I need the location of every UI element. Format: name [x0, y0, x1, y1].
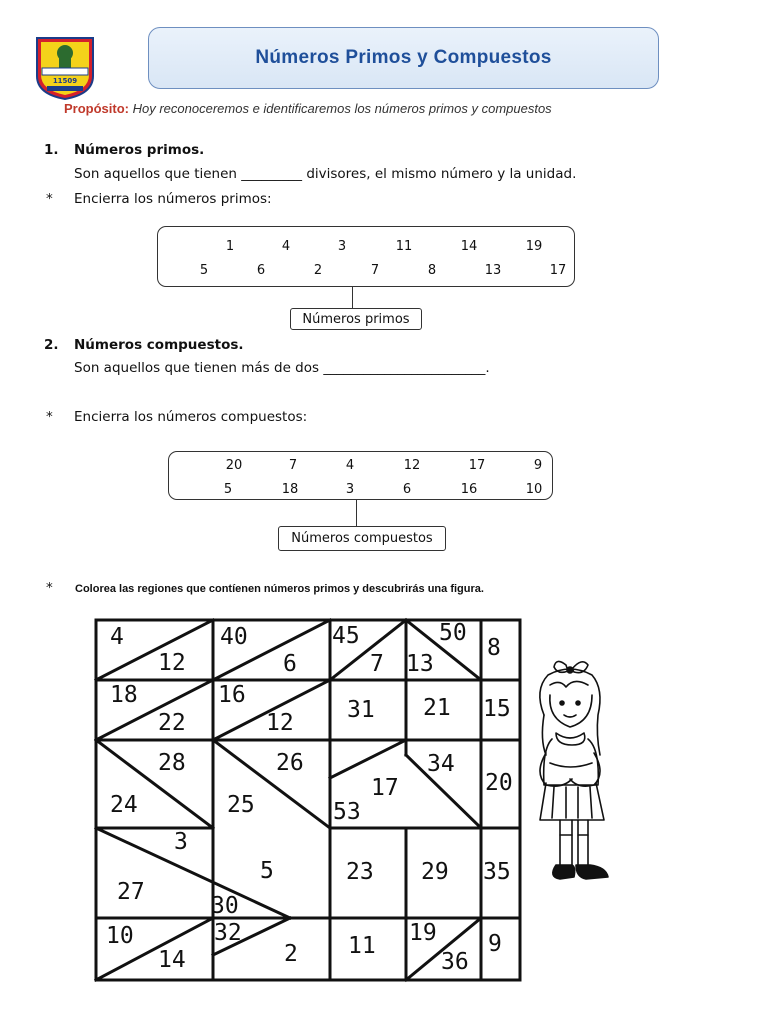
- section1-def-before: Son aquellos que tienen: [74, 166, 237, 182]
- composites-row2-num: 18: [281, 482, 299, 497]
- grid-number: 14: [158, 947, 186, 973]
- primes-row1-num: 11: [395, 239, 413, 254]
- grid-number: 21: [423, 695, 451, 721]
- section1-heading: Números primos.: [74, 142, 205, 158]
- grid-number: 29: [421, 859, 449, 885]
- composites-row1-num: 7: [288, 458, 298, 473]
- section1-bullet: *: [46, 191, 53, 207]
- composites-row2-num: 3: [345, 482, 355, 497]
- composites-row1-num: 17: [468, 458, 486, 473]
- composites-row1-num: 4: [345, 458, 355, 473]
- grid-number: 16: [218, 682, 246, 708]
- primes-row2-num: 5: [199, 263, 209, 278]
- composites-row2-num: 6: [402, 482, 412, 497]
- composites-row2-num: 16: [460, 482, 478, 497]
- grid-number: 25: [227, 792, 255, 818]
- primes-row2-num: 2: [313, 263, 323, 278]
- section1-def-after: divisores, el mismo número y la unidad.: [306, 166, 577, 182]
- purpose-text: Hoy reconoceremos e identificaremos los números primos y compuestos: [132, 101, 552, 116]
- grid-number: 3: [174, 829, 188, 855]
- grid-number: 53: [333, 799, 361, 825]
- primes-row2-num: 6: [256, 263, 266, 278]
- grid-number: 4: [110, 624, 124, 650]
- composites-row1-num: 20: [225, 458, 243, 473]
- grid-number: 31: [347, 697, 375, 723]
- grid-number: 10: [106, 923, 134, 949]
- grid-number: 7: [370, 651, 384, 677]
- grid-number: 22: [158, 710, 186, 736]
- grid-diagonal: [330, 740, 406, 778]
- grid-number: 13: [406, 651, 434, 677]
- primes-row1-num: 19: [525, 239, 543, 254]
- section2-def-text: Son aquellos que tienen más de dos: [74, 360, 320, 376]
- primes-row1-num: 14: [460, 239, 478, 254]
- grid-number: 23: [346, 859, 374, 885]
- section3-instruction: Colorea las regiones que contíenen números primos y descubrirás una figura.: [75, 583, 484, 595]
- girl-illustration: [526, 655, 626, 895]
- grid-number: 5: [260, 858, 274, 884]
- grid-number: 9: [488, 931, 502, 957]
- page-title: Números Primos y Compuestos: [255, 47, 552, 68]
- grid-number: 19: [409, 920, 437, 946]
- composites-row2-num: 10: [525, 482, 543, 497]
- primes-row2-num: 13: [484, 263, 502, 278]
- grid-number: 8: [487, 635, 501, 661]
- grid-number: 15: [483, 696, 511, 722]
- section2-bullet: *: [46, 409, 53, 425]
- grid-number: 30: [211, 893, 239, 919]
- grid-number: 26: [276, 750, 304, 776]
- primes-row2-num: 8: [427, 263, 437, 278]
- grid-number: 12: [158, 650, 186, 676]
- section2-number: 2.: [44, 337, 59, 353]
- composites-row1-num: 12: [403, 458, 421, 473]
- grid-number: 34: [427, 751, 455, 777]
- grid-number: 20: [485, 770, 513, 796]
- grid-number: 35: [483, 859, 511, 885]
- grid-number: 24: [110, 792, 138, 818]
- logo-number: 11509: [52, 77, 78, 85]
- section2-heading: Números compuestos.: [74, 337, 244, 353]
- grid-number: 12: [266, 710, 294, 736]
- section2-blank: ________________________.: [323, 360, 490, 376]
- grid-number: 11: [348, 933, 376, 959]
- grid-number: 6: [283, 651, 297, 677]
- grid-number: 28: [158, 750, 186, 776]
- purpose-label: Propósito:: [64, 101, 129, 116]
- composites-label-box: Números compuestos: [278, 526, 446, 551]
- grid-number: 36: [441, 949, 469, 975]
- section1-blank: _________: [241, 166, 303, 182]
- primes-row1-num: 1: [225, 239, 235, 254]
- primes-row1-num: 4: [281, 239, 291, 254]
- grid-number: 2: [284, 941, 298, 967]
- grid-number: 18: [110, 682, 138, 708]
- section1-number: 1.: [44, 142, 59, 158]
- primes-row1-num: 3: [337, 239, 347, 254]
- composites-row1-num: 9: [533, 458, 543, 473]
- grid-number: 17: [371, 775, 399, 801]
- grid-number: 40: [220, 624, 248, 650]
- section3-bullet: *: [46, 580, 53, 596]
- primes-row2-num: 17: [549, 263, 567, 278]
- section1-instruction: Encierra los números primos:: [74, 191, 272, 207]
- grid-number: 32: [214, 920, 242, 946]
- composites-row2-num: 5: [223, 482, 233, 497]
- grid-number: 50: [439, 620, 467, 646]
- section2-instruction: Encierra los números compuestos:: [74, 409, 308, 425]
- grid-number: 27: [117, 879, 145, 905]
- primes-row2-num: 7: [370, 263, 380, 278]
- primes-label-box: Números primos: [290, 308, 422, 330]
- grid-number: 45: [332, 623, 360, 649]
